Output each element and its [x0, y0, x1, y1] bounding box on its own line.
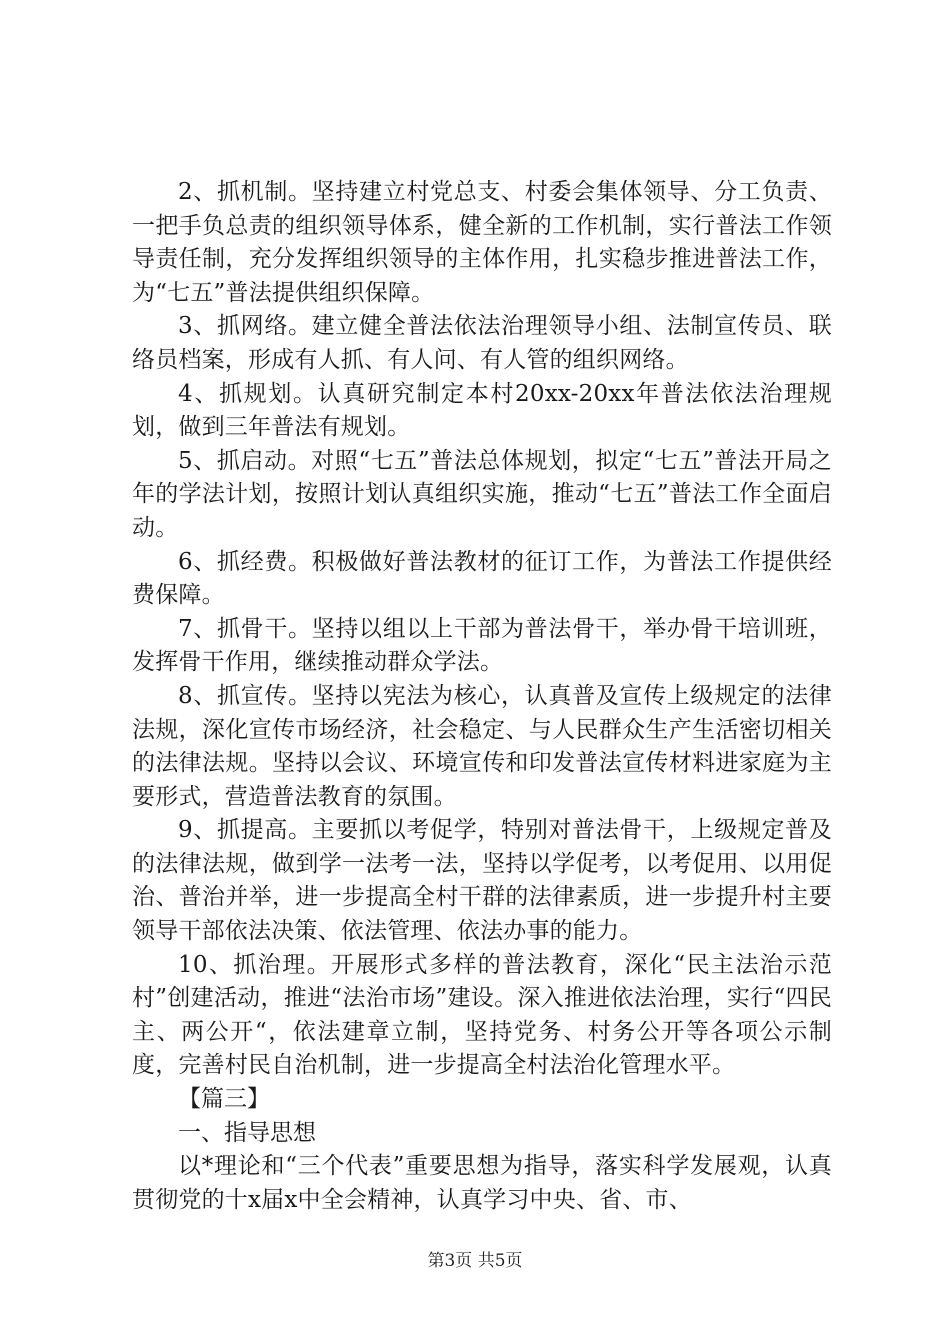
- paragraph-guiding-ideology: 以*理论和“三个代表”重要思想为指导，落实科学发展观，认真贯彻党的十x届x中全会精神，认真学习中央、省、市、: [132, 1153, 832, 1213]
- paragraph-item-9: 9、抓提高。主要抓以考促学，特别对普法骨干，上级规定普及的法律法规，做到学一法考一法，坚持以学促考，以考促用、以用促治、普治并举，进一步提高全村干群的法律素质，进一步提升村主要领导干部依法决策、依法管理、依法办事的能力。: [132, 817, 832, 945]
- page-footer: 第3页 共5页: [427, 1251, 523, 1271]
- paragraph-item-2: 2、抓机制。坚持建立村党总支、村委会集体领导、分工负责、一把手负总责的组织领导体系，健全新的工作机制，实行普法工作领导责任制，充分发挥组织领导的主体作用，扎实稳步推进普法工作，为“七五”普法提供组织保障。: [132, 179, 832, 306]
- paragraph-item-5: 5、抓启动。对照“七五”普法总体规划，拟定“七五”普法开局之年的学法计划，按照计划认真组织实施，推动“七五”普法工作全面启动。: [132, 447, 832, 541]
- paragraph-item-7: 7、抓骨干。坚持以组以上干部为普法骨干，举办骨干培训班，发挥骨干作用，继续推动群众学法。: [132, 615, 832, 676]
- paragraph-item-10: 10、抓治理。开展形式多样的普法教育，深化“民主法治示范村”创建活动，推进“法治市场”建设。深入推进依法治理，实行“四民主、两公开“，依法建章立制，坚持党务、村务公开等各项公示制度，完善村民自治机制，进一步提高全村法治化管理水平。: [132, 951, 832, 1079]
- subheading: 一、指导思想: [178, 1119, 316, 1146]
- paragraph-item-4: 4、抓规划。认真研究制定本村20xx-20xx年普法依法治理规划，做到三年普法有规划。: [132, 380, 832, 441]
- paragraph-item-6: 6、抓经费。积极做好普法教材的征订工作，为普法工作提供经费保障。: [132, 548, 832, 609]
- paragraph-item-3: 3、抓网络。建立健全普法依法治理领导小组、法制宣传员、联络员档案，形成有人抓、有人问、有人管的组织网络。: [132, 313, 832, 373]
- document-body: [132, 176, 832, 1217]
- paragraph-item-8: 8、抓宣传。坚持以宪法为核心，认真普及宣传上级规定的法律法规，深化宣传市场经济，社会稳定、与人民群众生产生活密切相关的法律法规。坚持以会议、环境宣传和印发普法宣传材料进家庭为主要形式，营造普法教育的氛围。: [132, 682, 832, 810]
- section-heading: 【篇三】: [178, 1086, 270, 1113]
